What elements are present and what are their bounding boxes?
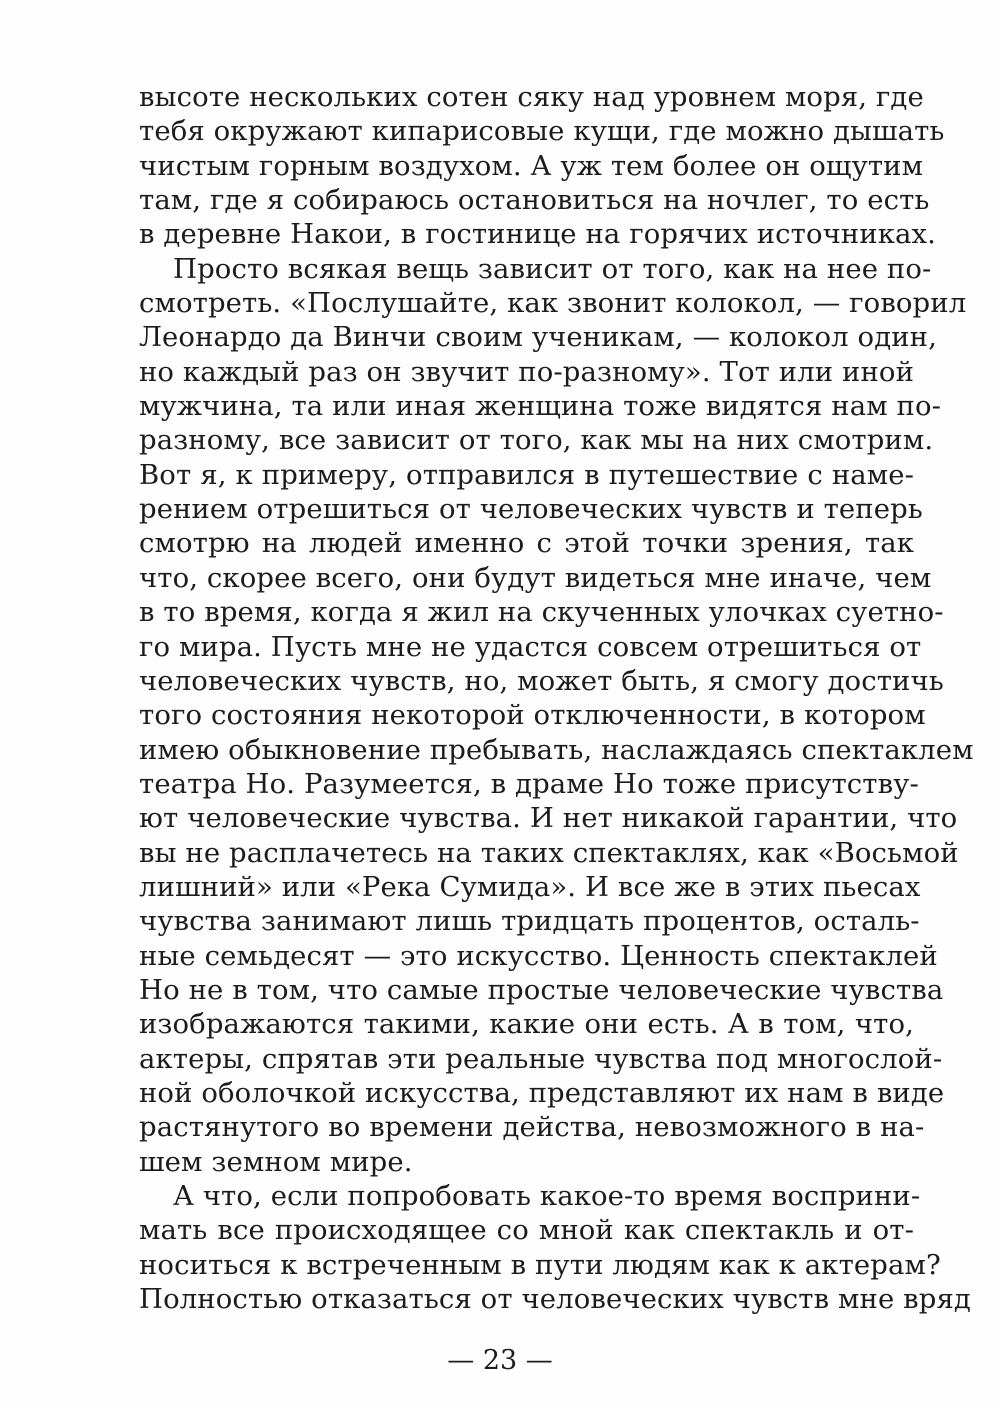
text-line: носиться к встреченным в пути людям как к актерам? [139, 1248, 941, 1281]
page-number: — 23 — [447, 1345, 553, 1376]
text-line: чистым горным воздухом. А уж тем более он ощутим [139, 149, 924, 182]
text-line: там, где я собираюсь остановиться на ночлег, то есть [139, 184, 930, 217]
text-line: того состояния некоторой отключенности, в котором [139, 699, 926, 732]
text-line: ной оболочкой искусства, представляют их нам в виде [139, 1076, 945, 1109]
text-line: лишний» или «Река Сумида». И все же в этих пьесах [139, 870, 921, 903]
paragraph-start-line: Просто всякая вещь зависит от того, как на нее по- [173, 252, 932, 285]
text-line: актеры, спрятав эти реальные чувства под многослой- [139, 1042, 943, 1075]
text-line: вы не расплачетесь на таких спектаклях, как «Восьмой [139, 836, 959, 869]
text-line: шем земном мире. [139, 1145, 413, 1178]
text-line: ные семьдесят — это искусство. Ценность спектаклей [139, 939, 938, 972]
text-line: высоте нескольких сотен сяку над уровнем моря, где [139, 81, 924, 113]
text-line: мать все происходящее со мной как спектакль и от- [139, 1214, 914, 1247]
text-line: чувства занимают лишь тридцать процентов, осталь- [139, 905, 920, 938]
body-text [139, 80, 974, 1316]
text-line: театра Но. Разумеется, в драме Но тоже присутству- [139, 767, 919, 800]
text-line: смотрю на людей именно с этой точки зрения, так [139, 527, 914, 560]
text-line: разному, все зависит от того, как мы на них смотрим. [139, 424, 934, 457]
text-line: в то время, когда я жил на скученных улочках суетно- [139, 596, 944, 629]
text-line: смотреть. «Послушайте, как звонит колокол, — говорил [139, 287, 967, 320]
text-line: го мира. Пусть мне не удастся совсем отрешиться от [139, 630, 922, 663]
text-line: человеческих чувств, но, может быть, я смогу достичь [139, 664, 944, 697]
text-line: в деревне Накои, в гостинице на горячих источниках. [139, 218, 936, 251]
text-line: что, скорее всего, они будут видеться мне иначе, чем [139, 561, 932, 594]
text-line: Вот я, к примеру, отправился в путешествие с наме- [139, 458, 914, 491]
text-line: но каждый раз он звучит по-разному». Тот или иной [139, 355, 914, 388]
text-line: Полностью отказаться от человеческих чувств мне вряд [139, 1283, 971, 1316]
text-line: изображаются такими, какие они есть. А в том, что, [139, 1008, 914, 1041]
text-line: тебя окружают кипарисовые кущи, где можно дышать [139, 115, 945, 148]
text-line: растянутого во времени действа, невозможного в на- [139, 1111, 925, 1144]
text-line: Леонардо да Винчи своим ученикам, — колокол один, [139, 321, 937, 354]
text-line: имею обыкновение пребывать, наслаждаясь спектаклем [139, 733, 974, 766]
text-line: рением отрешиться от человеческих чувств и теперь [139, 493, 923, 526]
paragraph-start-line: А что, если попробовать какое-то время восприни- [173, 1180, 921, 1212]
text-line: Но не в том, что самые простые человеческие чувства [139, 973, 944, 1006]
text-line: ют человеческие чувства. И нет никакой гарантии, что [139, 802, 958, 835]
text-line: мужчина, та или иная женщина тоже видятся нам по- [139, 390, 942, 423]
